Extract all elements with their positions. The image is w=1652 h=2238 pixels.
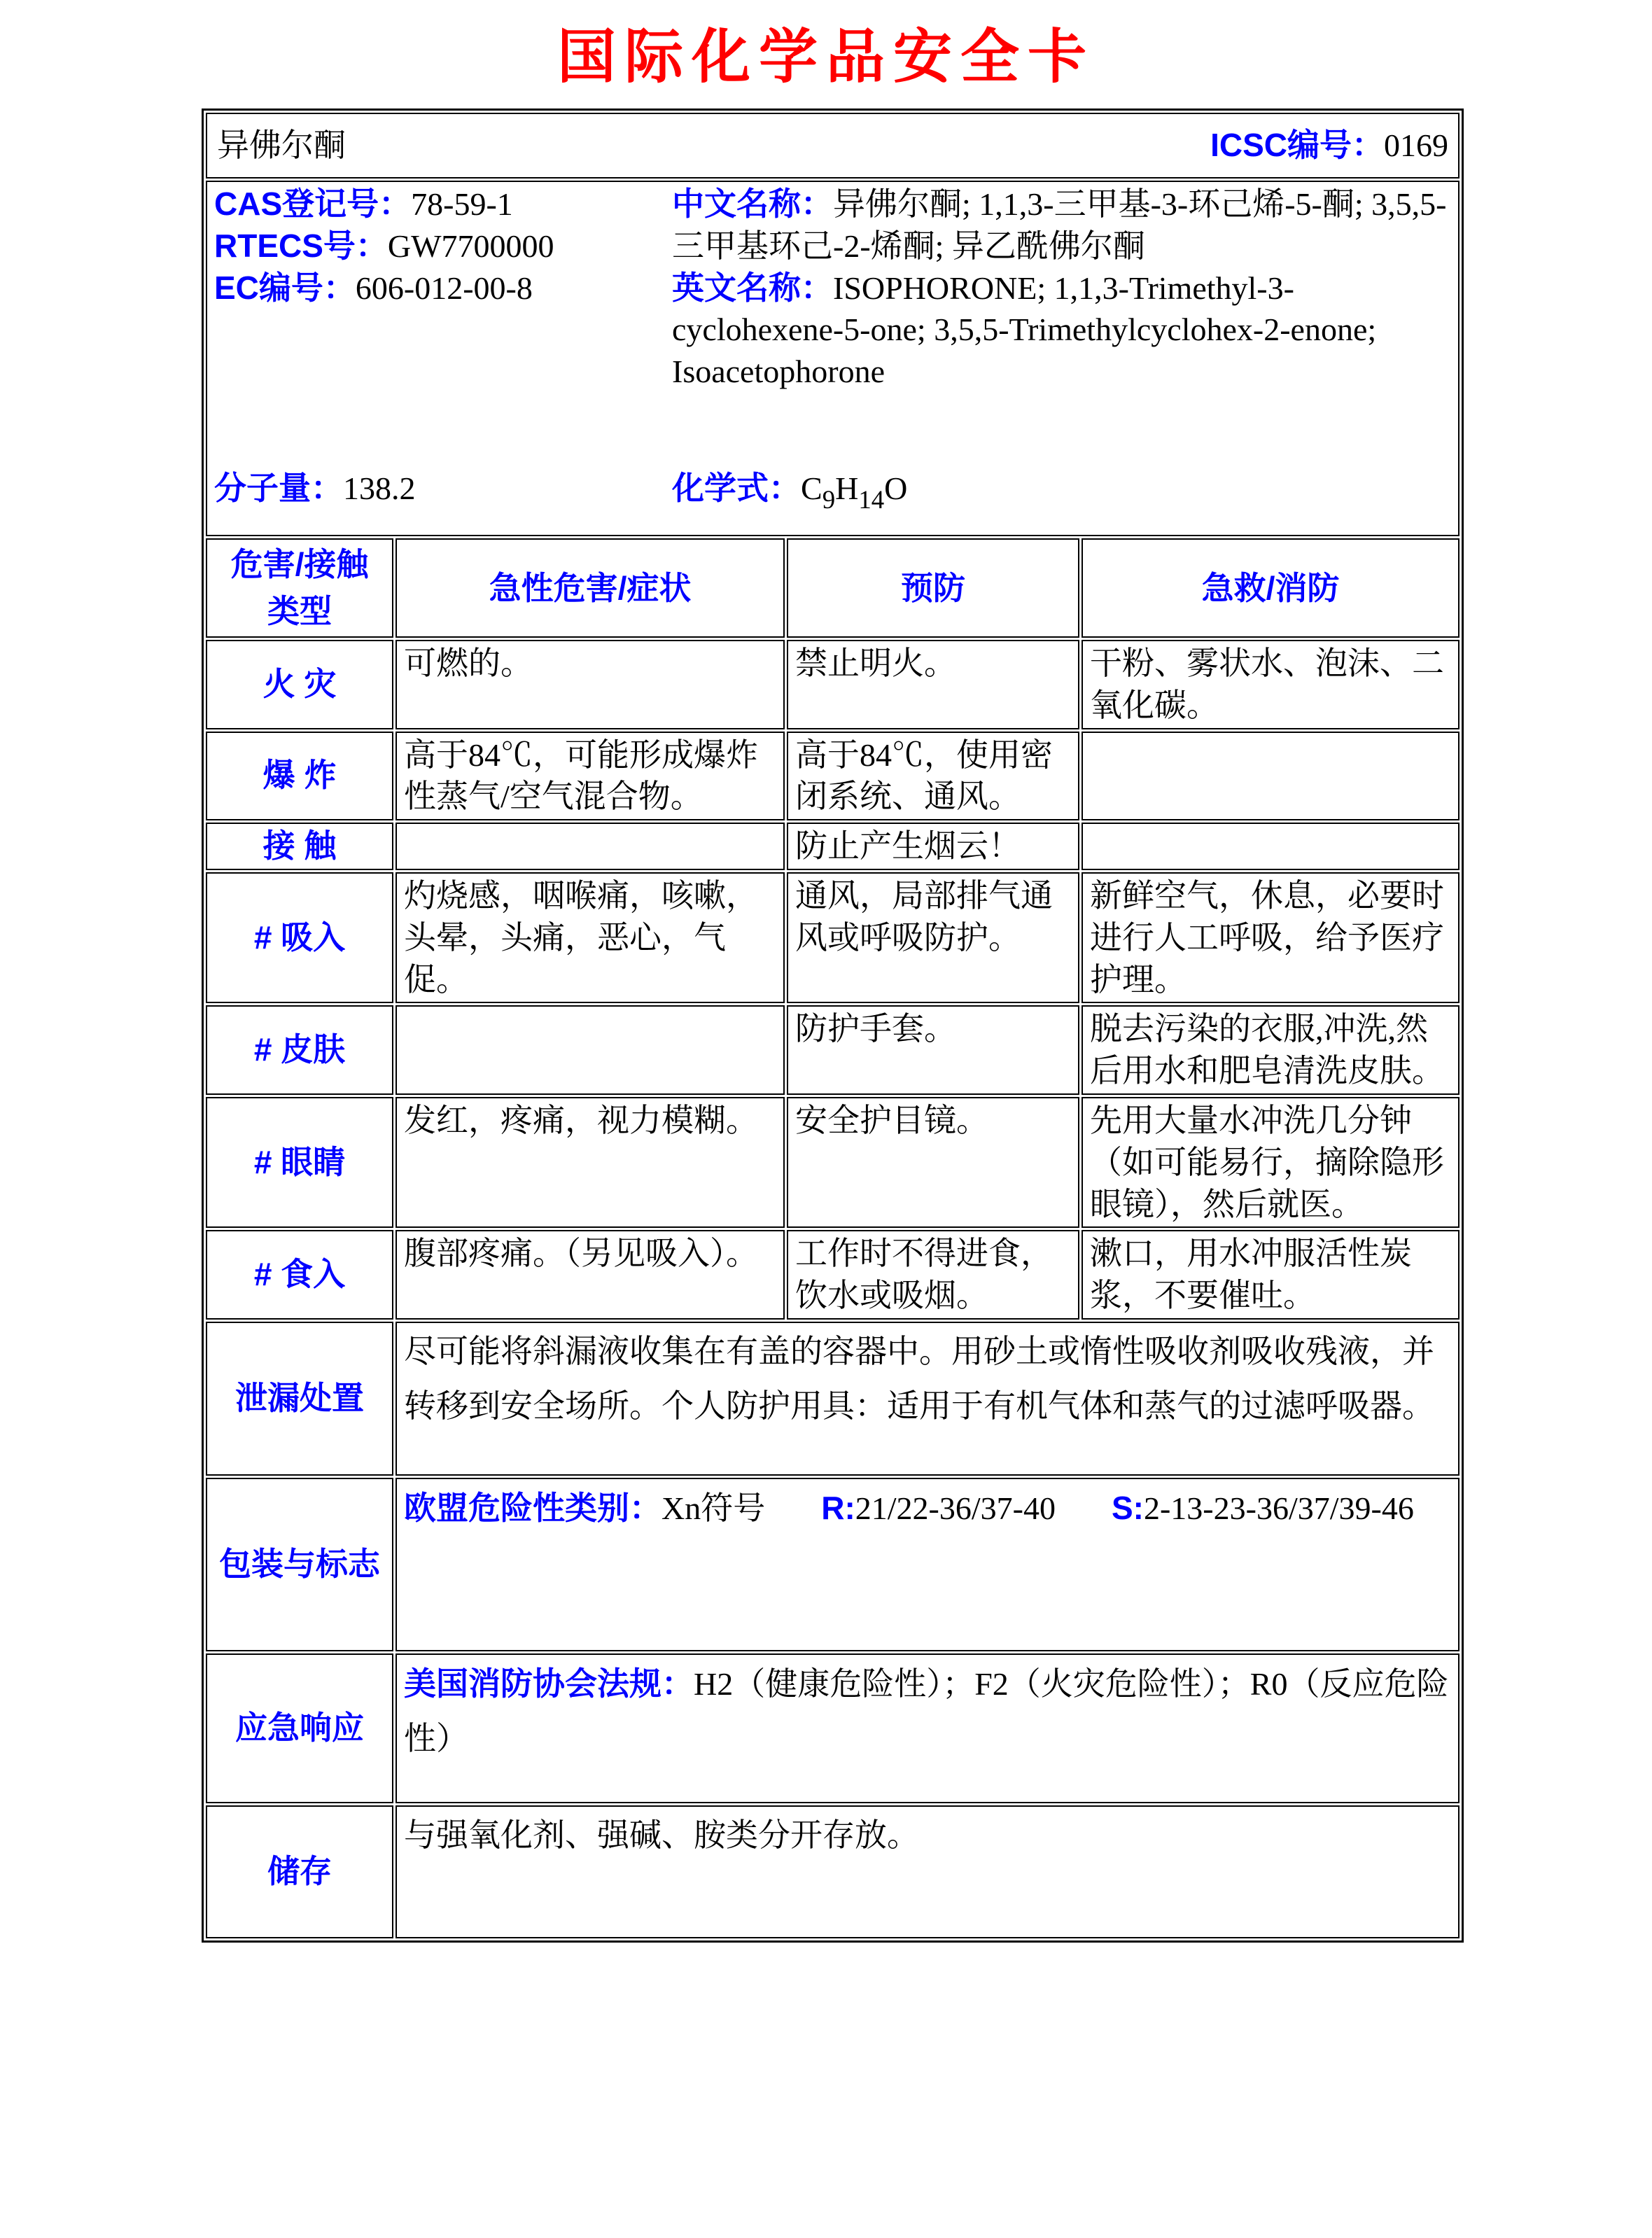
- section-label: 泄漏处置: [206, 1322, 393, 1476]
- hazard-cell-symptoms: 发红，疼痛，视力模糊。: [396, 1097, 785, 1228]
- section-spill-text: 尽可能将斜漏液收集在有盖的容器中。用砂土或惰性吸收剂吸收残液，并转移到安全场所。个人防护用具：适用于有机气体和蒸气的过滤呼吸器。: [396, 1322, 1460, 1476]
- hazard-cell-firstaid: 先用大量水冲洗几分钟 （如可能易行，摘除隐形眼镜），然后就医。: [1082, 1097, 1460, 1228]
- eu-class-value: Xn符号: [662, 1490, 766, 1526]
- icsc-number-block: [1210, 125, 1448, 167]
- cn-name-line: [672, 183, 1451, 267]
- hazard-cell-prevention: 安全护目镜。: [787, 1097, 1079, 1228]
- hazard-row-label: 火 灾: [206, 640, 393, 729]
- hazard-cell-prevention: 禁止明火。: [787, 640, 1079, 729]
- hazard-cell-firstaid: [1082, 732, 1460, 821]
- card-title-cell: [206, 113, 1460, 179]
- r-phrase-label: R:: [821, 1489, 855, 1526]
- ec-line: [214, 267, 672, 309]
- identifiers-columns: [214, 183, 1451, 393]
- registry-numbers: [214, 183, 672, 393]
- titlebar: [214, 116, 1451, 176]
- hazard-header-type: [206, 538, 393, 638]
- cas-line: [214, 183, 672, 225]
- formula-el3: O: [884, 470, 908, 507]
- en-name-line: [672, 267, 1451, 393]
- hazard-header-type-line2: 类型: [267, 593, 332, 629]
- en-name-value: ISOPHORONE; 1,1,3-Trimethyl-3-cyclohexene-5-one; 3,5,5-Trimethylcyclohex-2-enone; Isoacetophorone: [672, 270, 1377, 390]
- cn-name-value: 异佛尔酮; 1,1,3-三甲基-3-环己烯-5-酮; 3,5,5-三甲基环己-2-烯酮; 异乙酰佛尔酮: [672, 186, 1447, 264]
- section-row-emergency: [206, 1653, 1460, 1803]
- hazard-row-label: # 皮肤: [206, 1005, 393, 1095]
- hazard-cell-prevention: 通风，局部排气通风或呼吸防护。: [787, 872, 1079, 1003]
- hazard-header-row: [206, 538, 1460, 638]
- molecular-weight: [214, 468, 672, 517]
- hazard-cell-prevention: 高于84℃，使用密闭系统、通风。: [787, 732, 1079, 821]
- hazard-row-explosion: [206, 732, 1460, 821]
- hazard-header-symptoms: 急性危害/症状: [396, 538, 785, 638]
- section-row-spill: [206, 1322, 1460, 1476]
- hazard-cell-firstaid: 漱口，用水冲服活性炭浆，不要催吐。: [1082, 1230, 1460, 1320]
- hazard-row-fire: [206, 640, 1460, 729]
- hazard-row-label: # 食入: [206, 1230, 393, 1320]
- hazard-cell-prevention: 工作时不得进食，饮水或吸烟。: [787, 1230, 1079, 1320]
- hazard-row-label: 接 触: [206, 823, 393, 870]
- hazard-row-label: 爆 炸: [206, 732, 393, 821]
- hazard-header-prevention: 预防: [787, 538, 1079, 638]
- section-label: 储存: [206, 1805, 393, 1938]
- r-phrase-value: 21/22-36/37-40: [855, 1490, 1056, 1526]
- icsc-number: 0169: [1384, 127, 1449, 164]
- ec-label: EC编号：: [214, 269, 356, 306]
- hazard-cell-firstaid: 新鲜空气，休息，必要时进行人工呼吸，给予医疗护理。: [1082, 872, 1460, 1003]
- hazard-cell-symptoms: [396, 1005, 785, 1095]
- hazard-header-type-line1: 危害/接触: [230, 546, 369, 583]
- rtecs-line: [214, 225, 672, 267]
- section-row-storage: [206, 1805, 1460, 1938]
- mw-formula-line: [214, 468, 1451, 533]
- hazard-row-skin: [206, 1005, 1460, 1095]
- rtecs-value: GW7700000: [387, 228, 554, 264]
- cas-value: 78-59-1: [411, 186, 513, 222]
- formula-label: 化学式：: [672, 470, 801, 507]
- nfpa-value: H2（健康危险性）；F2（火灾危险性）；R0（反应危险性）: [404, 1665, 1449, 1757]
- ec-value: 606-012-00-8: [355, 270, 533, 306]
- hazard-row-label: # 吸入: [206, 872, 393, 1003]
- mw-value: 138.2: [343, 470, 416, 507]
- hazard-cell-symptoms: [396, 823, 785, 870]
- formula-el2: H: [835, 470, 859, 507]
- formula-el1: C: [801, 470, 822, 507]
- section-storage-text: 与强氧化剂、强碱、胺类分开存放。: [396, 1805, 1460, 1938]
- hazard-cell-prevention: 防止产生烟云！: [787, 823, 1079, 870]
- safety-card-table: [202, 109, 1464, 1943]
- cn-name-label: 中文名称：: [672, 186, 833, 222]
- formula-sub1: 9: [822, 485, 836, 515]
- s-phrase-label: S:: [1111, 1489, 1144, 1526]
- section-packaging-text: [396, 1478, 1460, 1651]
- page-title: 国际化学品安全卡: [556, 25, 1095, 90]
- identifiers-row: [206, 181, 1460, 536]
- section-label: 包装与标志: [206, 1478, 393, 1651]
- hazard-cell-symptoms: 高于84℃，可能形成爆炸性蒸气/空气混合物。: [396, 732, 785, 821]
- card-title-row: [206, 113, 1460, 179]
- hazard-row-ingestion: [206, 1230, 1460, 1320]
- eu-class-label: 欧盟危险性类别：: [404, 1489, 662, 1526]
- hazard-cell-symptoms: 腹部疼痛。（另见吸入）。: [396, 1230, 785, 1320]
- section-label: 应急响应: [206, 1653, 393, 1803]
- hazard-cell-firstaid: 脱去污染的衣服,冲洗,然后用水和肥皂清洗皮肤。: [1082, 1005, 1460, 1095]
- formula-sub2: 14: [858, 485, 885, 515]
- hazard-row-eyes: [206, 1097, 1460, 1228]
- hazard-cell-symptoms: 可燃的。: [396, 640, 785, 729]
- icsc-page: [0, 10, 1652, 1943]
- en-name-label: 英文名称：: [672, 269, 833, 306]
- rtecs-label: RTECS号：: [214, 227, 388, 264]
- cas-label: CAS登记号：: [214, 186, 412, 222]
- hazard-cell-prevention: 防护手套。: [787, 1005, 1079, 1095]
- hazard-cell-firstaid: 干粉、雾状水、泡沫、二氧化碳。: [1082, 640, 1460, 729]
- identifiers-wrap: [214, 183, 1451, 533]
- nfpa-label: 美国消防协会法规：: [404, 1665, 694, 1702]
- hazard-cell-firstaid: [1082, 823, 1460, 870]
- substance-name: 异佛尔酮: [217, 127, 346, 164]
- hazard-row-inhalation: [206, 872, 1460, 1003]
- icsc-label: ICSC编号：: [1210, 127, 1385, 164]
- identifiers-cell: [206, 181, 1460, 536]
- section-emergency-text: [396, 1653, 1460, 1803]
- hazard-row-exposure: [206, 823, 1460, 870]
- hazard-row-label: # 眼睛: [206, 1097, 393, 1228]
- s-phrase-value: 2-13-23-36/37/39-46: [1143, 1490, 1414, 1526]
- section-row-packaging: [206, 1478, 1460, 1651]
- hazard-cell-symptoms: 灼烧感，咽喉痛，咳嗽，头晕，头痛，恶心，气促。: [396, 872, 785, 1003]
- chemical-formula: [672, 468, 907, 517]
- chemical-names: [672, 183, 1451, 393]
- hazard-header-firstaid: 急救/消防: [1082, 538, 1460, 638]
- mw-label: 分子量：: [214, 470, 343, 507]
